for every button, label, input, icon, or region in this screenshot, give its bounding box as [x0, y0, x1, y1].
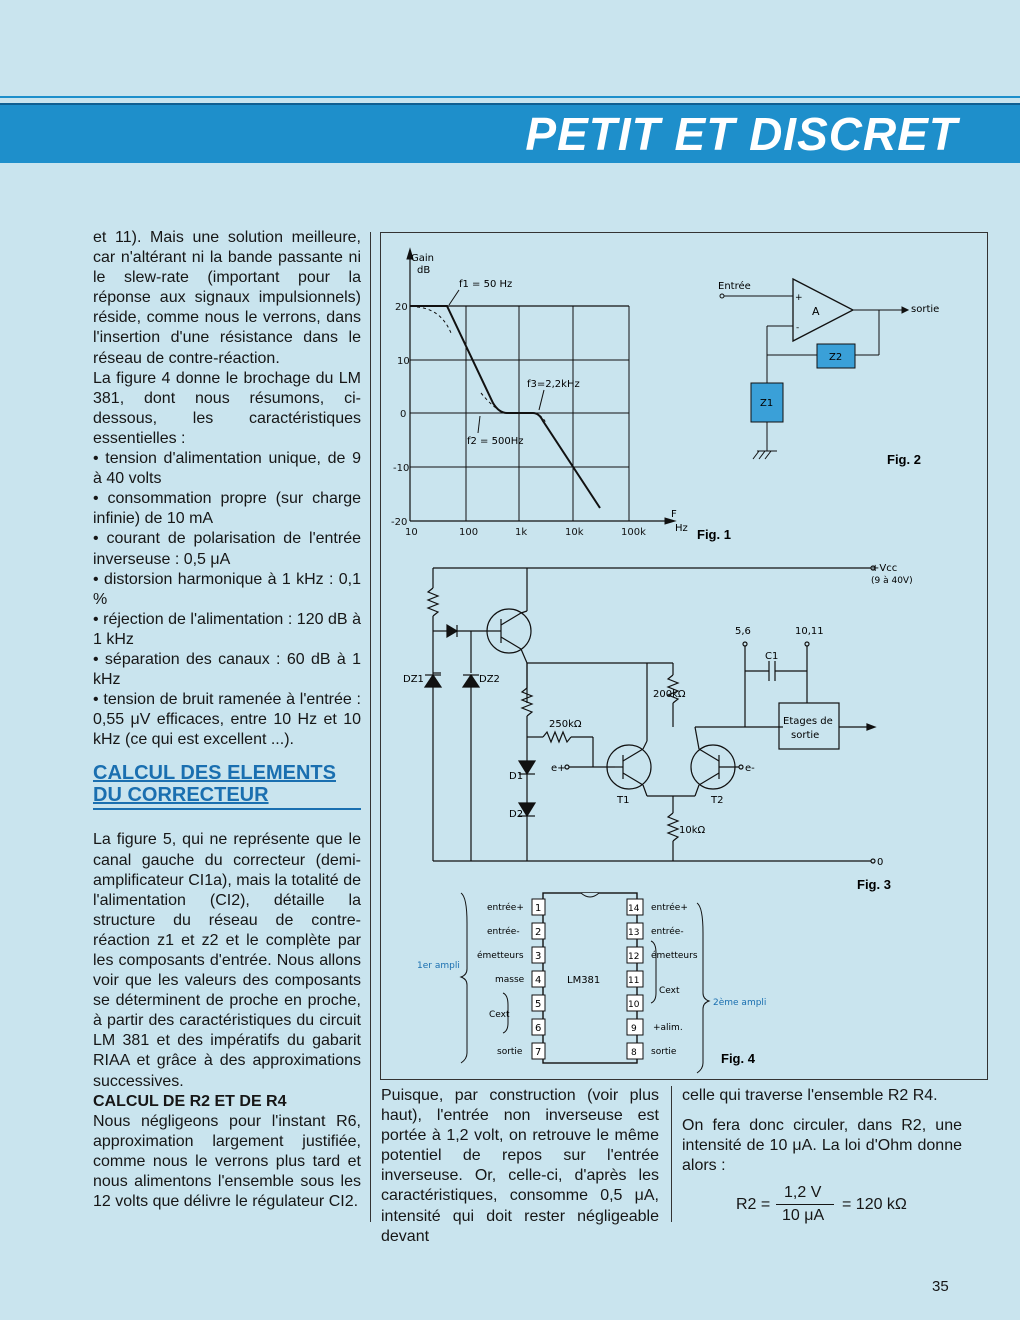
zero-label: 0: [877, 857, 884, 868]
bullet-item: • tension d'alimentation unique, de 9 à 40 volts: [93, 450, 361, 488]
pin-label: entrée-: [487, 927, 520, 937]
page-title: PETIT ET DISCRET: [525, 108, 958, 160]
bullet-item: • tension de bruit ramenée à l'entrée : 0,55 μV efficaces, entre 10 Hz et 10 kHz (ce qui est excellent ...).: [93, 691, 361, 749]
vcc-range: (9 à 40V): [871, 576, 913, 586]
bullet-item: • distorsion harmonique à 1 kHz : 0,1 %: [93, 570, 361, 608]
sortie-label: sortie: [911, 304, 940, 315]
ytick: -10: [393, 463, 410, 474]
entree-label: Entrée: [718, 281, 751, 292]
pin-label: Cext: [659, 986, 680, 996]
formula-lhs: R2 =: [736, 1196, 771, 1213]
ytick: 10: [397, 356, 410, 367]
d2-label: D2: [509, 809, 524, 820]
xtick: 10: [405, 527, 418, 538]
t2-label: T2: [711, 795, 724, 806]
formula-denominator: 10 μA: [782, 1207, 825, 1224]
dz1-label: DZ1: [403, 674, 424, 685]
pin-number: 6: [535, 1023, 542, 1034]
r200-label: 200kΩ: [653, 689, 686, 700]
pin-number: 13: [628, 928, 640, 938]
column-divider: [671, 1086, 672, 1222]
etages-label: Etages de: [783, 716, 833, 727]
pin-number: 10: [628, 1000, 640, 1010]
pin-label: +alim.: [653, 1023, 683, 1033]
paragraph: La figure 5, qui ne représente que le canal gauche du correcteur (demi-amplificateur CI1a), mais la totalité de l'alimentation (CI2), détaille la structure du réseau de contre-réaction z1 et z2 et le complète par les composants d'entrée. Nous allons voir que les valeurs des composants se déterminent de proche en proche, à partir des caractéristiques du circuit LM 381 et des impératifs du gabarit RIAA et grâce à des approximations successives.: [93, 831, 361, 1090]
ampli1-label: 1er ampli: [417, 961, 460, 971]
vcc-label: +Vcc: [871, 563, 898, 574]
section-heading: CALCUL DES ELEMENTS DU CORRECTEUR: [93, 762, 336, 807]
fig1-xlabel: F: [671, 509, 677, 520]
figures-box: [380, 232, 988, 1080]
d1-label: D1: [509, 771, 524, 782]
fig1-f3-label: f3=2,2kHz: [527, 379, 580, 390]
pin-label: masse: [495, 975, 525, 985]
top-rule: [0, 96, 1020, 98]
pin-label: sortie: [651, 1047, 677, 1057]
pin-number: 12: [628, 952, 640, 962]
fig1-ylabel: Gain: [411, 253, 434, 264]
bullet-item: • courant de polarisation de l'entrée inverseuse : 0,5 μA: [93, 530, 361, 568]
c1-label: C1: [765, 651, 779, 662]
pin56-label: 5,6: [735, 626, 751, 637]
paragraph: celle qui traverse l'ensemble R2 R4.: [682, 1087, 938, 1104]
figures-svg: [381, 233, 987, 1079]
paragraph: On fera donc circuler, dans R2, une intensité de 10 μA. La loi d'Ohm donne alors :: [682, 1117, 962, 1175]
fig1-yticks: [391, 302, 410, 528]
formula-numerator: 1,2 V: [784, 1184, 822, 1201]
pin-label: Cext: [489, 1010, 510, 1020]
fig2-caption: Fig. 2: [887, 452, 921, 467]
pin-number: 14: [628, 904, 640, 914]
bullet-item: • consommation propre (sur charge infinie) de 10 mA: [93, 490, 361, 528]
fig1-yunit: dB: [417, 265, 431, 276]
text-column-1: [93, 228, 361, 1212]
xtick: 10k: [565, 527, 584, 538]
text-column-3: [682, 1086, 962, 1176]
plus-label: +: [795, 293, 803, 303]
paragraph: La figure 4 donne le brochage du LM 381, dont nous résumons, ci-dessous, les caractéristiques essentielles :: [93, 369, 361, 447]
bullet-item: • séparation des canaux : 60 dB à 1 kHz: [93, 650, 361, 689]
etages-sortie-label: sortie: [791, 730, 820, 741]
r250-label: 250kΩ: [549, 719, 582, 730]
pin-label: entrée+: [651, 903, 688, 913]
pin-number: 5: [535, 999, 542, 1010]
pin-label: sortie: [497, 1047, 523, 1057]
dz2-label: DZ2: [479, 674, 500, 685]
fig4-caption: Fig. 4: [721, 1051, 755, 1066]
ytick: 0: [400, 409, 407, 420]
pin1011-label: 10,11: [795, 626, 824, 637]
column-divider: [370, 232, 371, 1222]
eminus-label: e-: [745, 763, 755, 774]
xtick: 100: [459, 527, 479, 538]
paragraph: Puisque, par construction (voir plus haut), l'entrée non inverseuse est portée à 1,2 volt, on retrouve le même potentiel de repos sur l'entrée inverseuse. Or, celle-ci, d'après les caractéristiques, consomme 0,5 μA, intensité qui doit rester négligeable devant: [381, 1087, 659, 1245]
pin-label: entrée-: [651, 927, 684, 937]
xtick: 1k: [515, 527, 528, 538]
xtick: 100k: [621, 527, 646, 538]
fig1-f2-label: f2 = 500Hz: [467, 436, 524, 447]
amp-label: A: [812, 305, 820, 318]
ampli2-label: 2ème ampli: [713, 998, 767, 1008]
paragraph: et 11). Mais une solution meilleure, car n'altérant ni la bande passante ni le slew-rate (important pour la réponse aux signaux impulsionnels) réside, comme nous le verrons, dans l'insertion d'une résistance dans le réseau de contre-réaction.: [93, 229, 361, 367]
ytick: -20: [391, 517, 408, 528]
pin-number: 9: [631, 1024, 637, 1034]
minus-label: -: [796, 323, 800, 333]
z2-label: Z2: [829, 352, 843, 363]
fig3-circuit: [425, 566, 875, 863]
paragraph: Nous négligeons pour l'instant R6, approximation largement justifiée, comme nous le verrons plus tard et nous alimentons l'ensemble sous les 12 volts que délivre le régulateur CI2.: [93, 1112, 361, 1211]
eplus-label: e+: [551, 763, 566, 774]
pin-label: émetteurs: [651, 951, 698, 961]
pin-label: entrée+: [487, 903, 524, 913]
header-banner: [0, 103, 1020, 163]
formula-rhs: = 120 kΩ: [842, 1196, 907, 1213]
subheading: CALCUL DE R2 ET DE R4: [93, 1092, 287, 1110]
pin-number: 3: [535, 951, 542, 962]
chip-label: LM381: [567, 975, 601, 986]
bullet-item: • réjection de l'alimentation : 120 dB à 1 kHz: [93, 610, 361, 648]
r10-label: 10kΩ: [679, 825, 706, 836]
pin-number: 4: [535, 975, 542, 986]
pin-label: émetteurs: [477, 951, 524, 961]
fig3-caption: Fig. 3: [857, 877, 891, 892]
page-number: 35: [932, 1278, 949, 1295]
fig1-caption: Fig. 1: [697, 527, 731, 542]
pin-number: 2: [535, 927, 542, 938]
t1-label: T1: [617, 795, 630, 806]
pin-number: 8: [631, 1048, 637, 1058]
fig4-left-pins: [477, 899, 545, 1059]
pin-number: 11: [628, 976, 640, 986]
ytick: 20: [395, 302, 408, 313]
fig4-right-pins: [627, 899, 698, 1059]
text-column-2: [381, 1086, 659, 1247]
fig1-xunit: Hz: [675, 523, 688, 534]
heading-rule: [93, 808, 361, 810]
pin-number: 1: [535, 903, 542, 914]
pin-number: 7: [535, 1047, 542, 1058]
fig1-f1-label: f1 = 50 Hz: [459, 279, 513, 290]
fraction-bar: [776, 1204, 834, 1205]
z1-label: Z1: [760, 398, 774, 409]
fig1-xticks: [405, 527, 646, 538]
